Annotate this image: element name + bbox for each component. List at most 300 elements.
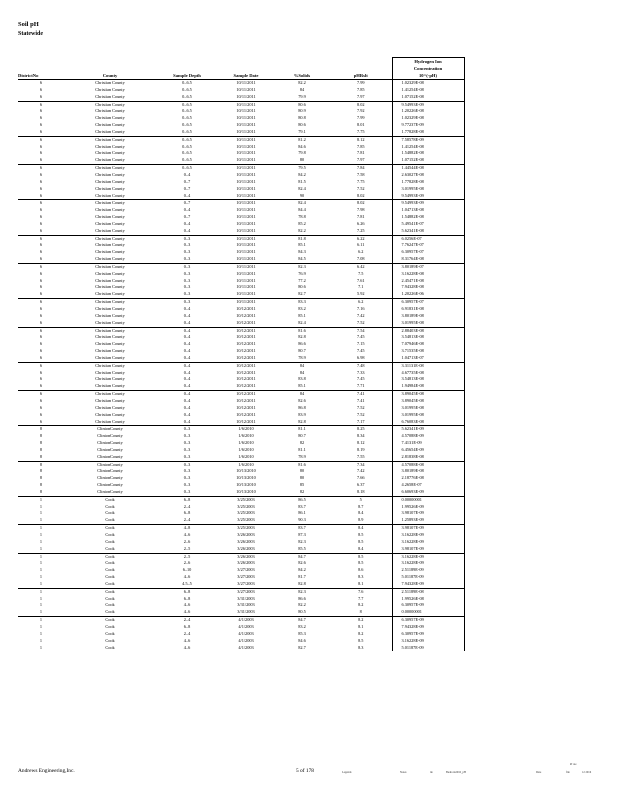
concentration-cell: 1.04713E-07 — [392, 355, 464, 362]
county-cell: Christian County — [95, 128, 125, 134]
sample-depth-cell: 2–6 — [183, 560, 191, 566]
ph-result-cell: 7.66 — [356, 475, 365, 481]
concentration-cell: 3.16228E-09 — [392, 553, 464, 560]
concentration-cell: 2.88403E-08 — [392, 327, 464, 334]
concentration-cell: 3.89045E-08 — [392, 391, 464, 398]
percent-solids-cell: 81.8 — [274, 235, 330, 242]
district-no-cell: 1 — [18, 588, 64, 595]
table-row — [18, 596, 464, 603]
district-no-cell: 6 — [39, 80, 43, 85]
ph-result-cell: 8.12 — [356, 440, 365, 446]
concentration-cell: 6.30957E-07 — [392, 299, 464, 306]
table-row — [18, 172, 464, 179]
district-no-cell: 8 — [39, 446, 43, 452]
sample-date-cell: 3/27/2003 — [237, 567, 255, 573]
percent-solids-cell: 80 — [299, 157, 305, 163]
sample-depth-cell: 0–3 — [183, 475, 191, 481]
county-cell: Cook — [105, 510, 115, 516]
concentration-cell: 9.54993E-09 — [392, 200, 464, 207]
county-cell: ClintonCounty — [97, 453, 123, 459]
sample-depth-cell: 0–3 — [156, 461, 218, 468]
report-subtitle: Statewide — [18, 31, 43, 37]
sample-depth-cell: 0–4 — [156, 391, 218, 398]
ph-result-cell: 6.2 — [330, 299, 392, 306]
county-cell: Christian County — [95, 108, 125, 114]
table-row — [18, 249, 464, 256]
ph-result-cell: 7.61 — [356, 277, 365, 283]
ph-result-cell: 7.41 — [356, 397, 365, 403]
ph-result-cell: 5 — [330, 496, 392, 503]
ph-result-cell: 7.52 — [356, 319, 365, 325]
sample-depth-cell: 0–4 — [183, 312, 191, 318]
table-row — [18, 588, 464, 595]
concentration-cell: 7.07946E-08 — [392, 341, 464, 348]
concentration-cell: 1.02329E-08 — [392, 115, 464, 122]
county-cell: Christian County — [95, 383, 125, 389]
table-row — [18, 179, 464, 186]
sample-date-cell: 10/11/2011 — [218, 299, 274, 306]
district-no-cell: 1 — [18, 525, 64, 532]
percent-solids-cell: 82.4 — [298, 185, 306, 191]
table-row — [18, 426, 464, 433]
sample-depth-cell: 2–4 — [183, 517, 191, 523]
concentration-cell: 6.30957E-09 — [392, 617, 464, 624]
sample-date-cell: 4/1/2003 — [238, 637, 254, 643]
district-no-cell: 6 — [39, 418, 43, 424]
table-row — [18, 299, 464, 306]
header-conc-line-3: 10^(-pH) — [419, 73, 437, 78]
district-no-cell: 8 — [18, 426, 64, 433]
ph-result-cell: 8.2 — [358, 630, 364, 636]
sample-date-cell: 10/12/2011 — [236, 404, 256, 410]
sample-date-cell: 3/26/2003 — [237, 545, 255, 551]
ph-result-cell: 7.52 — [356, 404, 365, 410]
percent-solids-cell: 84.7 — [274, 553, 330, 560]
percent-solids-cell: 90.3 — [298, 517, 306, 523]
percent-solids-cell: 85.5 — [298, 545, 306, 551]
percent-solids-cell: 87.3 — [298, 532, 306, 537]
ph-result-cell: 7.58 — [356, 171, 365, 177]
district-no-cell: 1 — [39, 545, 43, 551]
district-no-cell: 8 — [39, 475, 43, 481]
sample-date-cell: 10/11/2011 — [236, 171, 256, 177]
county-cell: Cook — [105, 637, 115, 643]
table-header-row — [18, 58, 464, 80]
concentration-cell: 3.54813E-08 — [392, 376, 464, 383]
percent-solids-cell: 82.2 — [298, 602, 306, 608]
district-no-cell: 1 — [18, 496, 64, 503]
district-no-cell: 6 — [39, 143, 43, 149]
percent-solids-cell: 86.5 — [274, 496, 330, 503]
sample-depth-cell: 0–4 — [156, 362, 218, 369]
concentration-cell: 3.80189E-08 — [392, 313, 464, 320]
sample-depth-cell: 0–3 — [183, 468, 191, 474]
sample-depth-cell: 0–6.5 — [182, 128, 192, 134]
district-no-cell: 6 — [39, 86, 43, 92]
sample-date-cell: 10/11/2011 — [218, 165, 274, 172]
sample-date-cell: 10/12/2011 — [236, 369, 256, 375]
ph-result-cell: 8.5 — [358, 538, 364, 544]
ph-result-cell: 6.11 — [357, 242, 365, 248]
concentration-cell: 7.76247E-07 — [392, 242, 464, 249]
sample-depth-cell: 2–5 — [183, 545, 191, 551]
county-cell: Cook — [105, 567, 115, 573]
sample-date-cell: 10/13/2010 — [236, 488, 256, 494]
percent-solids-cell: 82.3 — [298, 538, 306, 544]
county-cell: Cook — [105, 574, 115, 580]
sample-date-cell: 10/12/2011 — [236, 411, 256, 417]
district-no-cell: 1 — [39, 538, 43, 544]
county-cell: Christian County — [95, 86, 125, 92]
ph-result-cell: 7.92 — [356, 108, 365, 114]
header-percent-solids: %Solids — [274, 58, 330, 80]
percent-solids-cell: 82.7 — [298, 291, 306, 297]
concentration-cell: 1.44544E-08 — [392, 165, 464, 172]
sample-date-cell: 10/11/2011 — [236, 128, 256, 134]
sample-depth-cell: 0–3 — [183, 277, 191, 283]
concentration-cell: 1.99526E-09 — [392, 504, 464, 511]
county-cell: Christian County — [64, 136, 156, 143]
report-title: Soil pH — [18, 21, 39, 28]
sample-depth-cell: 0–3 — [183, 433, 191, 439]
table-row — [18, 214, 464, 221]
district-no-cell: 1 — [18, 617, 64, 624]
table-row — [18, 539, 464, 546]
soil-ph-table — [18, 57, 465, 651]
footer-legends: Legends — [342, 771, 352, 774]
county-cell: Christian County — [95, 171, 125, 177]
concentration-cell: 2.51189E-08 — [392, 588, 464, 595]
county-cell: Christian County — [95, 192, 125, 198]
sample-date-cell: 10/11/2011 — [236, 249, 256, 255]
district-no-cell: 6 — [39, 291, 43, 297]
district-no-cell: 6 — [39, 157, 43, 163]
county-cell: Cook — [105, 532, 115, 537]
percent-solids-cell: 85.1 — [298, 242, 306, 248]
ph-result-cell: 7.16 — [356, 306, 365, 311]
county-cell: Christian County — [95, 178, 125, 184]
county-cell: Christian County — [95, 334, 125, 340]
sample-date-cell: 10/12/2011 — [236, 306, 256, 311]
ph-result-cell: 8.3 — [358, 574, 364, 580]
ph-result-cell: 6.26 — [356, 220, 365, 226]
county-cell: Christian County — [95, 122, 125, 128]
sample-date-cell: 3/27/2003 — [218, 588, 274, 595]
sample-date-cell: 10/12/2011 — [236, 348, 256, 354]
sample-date-cell: 10/12/2011 — [236, 319, 256, 325]
concentration-cell: 5.62341E-08 — [392, 228, 464, 235]
ph-result-cell: 8.5 — [358, 532, 364, 537]
district-no-cell: 6 — [39, 383, 43, 389]
header-district-no: DistrictNo — [18, 58, 64, 80]
district-no-cell: 6 — [39, 319, 43, 325]
concentration-cell: 4.57088E-08 — [392, 461, 464, 468]
concentration-cell: 3.01995E-08 — [392, 405, 464, 412]
table-row — [18, 186, 464, 193]
district-no-cell: 6 — [39, 108, 43, 114]
table-row — [18, 80, 464, 87]
percent-solids-cell: 85 — [299, 482, 305, 488]
sample-date-cell: 10/11/2011 — [236, 242, 256, 248]
table-row — [18, 122, 464, 129]
ph-result-cell: 7.45 — [356, 348, 365, 354]
ph-result-cell: 7.54 — [330, 327, 392, 334]
concentration-cell: 3.16228E-09 — [392, 539, 464, 546]
ph-result-cell: 8.18 — [356, 488, 365, 494]
sample-depth-cell: 0–3 — [183, 453, 191, 459]
county-cell: Christian County — [95, 277, 125, 283]
district-no-cell: 6 — [39, 122, 43, 128]
concentration-cell: 8.31764E-08 — [392, 256, 464, 263]
county-cell: Cook — [105, 602, 115, 608]
table-row — [18, 348, 464, 355]
concentration-cell: 6.45654E-09 — [392, 447, 464, 454]
percent-solids-cell: 82.2 — [298, 80, 306, 85]
percent-solids-cell: 86.6 — [298, 341, 306, 347]
concentration-cell: 1.41254E-08 — [392, 87, 464, 94]
table-row — [18, 165, 464, 172]
footer-notes: Notes — [400, 771, 407, 774]
percent-solids-cell: 80.7 — [298, 348, 306, 354]
header-county: County — [64, 58, 156, 80]
ph-result-cell: 7.48 — [330, 362, 392, 369]
percent-solids-cell: 86.1 — [298, 510, 306, 516]
percent-solids-cell: 80.7 — [298, 433, 306, 439]
concentration-cell: 5.49541E-07 — [392, 221, 464, 228]
county-cell: Cook — [105, 609, 115, 615]
sample-depth-cell: 0–3 — [183, 291, 191, 297]
county-cell: Christian County — [95, 418, 125, 424]
district-no-cell: 6 — [39, 256, 43, 262]
ph-result-cell: 7.81 — [356, 214, 365, 220]
concentration-cell: 1.54882E-08 — [392, 150, 464, 157]
county-cell: Christian County — [95, 115, 125, 121]
sample-date-cell: 10/11/2011 — [236, 115, 256, 121]
sample-depth-cell: 0–3 — [183, 249, 191, 255]
percent-solids-cell: 77.2 — [298, 277, 306, 283]
table-row — [18, 461, 464, 468]
percent-solids-cell: 80.8 — [298, 115, 306, 121]
county-cell: Christian County — [95, 249, 125, 255]
district-no-cell: 1 — [39, 595, 43, 601]
percent-solids-cell: 82.6 — [298, 560, 306, 566]
county-cell: Christian County — [95, 150, 125, 156]
sample-date-cell: 10/12/2011 — [236, 418, 256, 424]
table-row — [18, 475, 464, 482]
ph-result-cell: 7.97 — [356, 93, 365, 99]
county-cell: Christian County — [95, 256, 125, 262]
percent-solids-cell: 78.8 — [298, 214, 306, 220]
sample-date-cell: 3/25/2003 — [218, 496, 274, 503]
sample-date-cell: 10/11/2011 — [236, 256, 256, 262]
sample-date-cell: 3/25/2003 — [237, 517, 255, 523]
sample-depth-cell: 2–4 — [183, 503, 191, 509]
percent-solids-cell: 78.9 — [298, 354, 306, 360]
county-cell: Cook — [105, 538, 115, 544]
sample-date-cell: 10/11/2011 — [218, 235, 274, 242]
county-cell: Christian County — [95, 369, 125, 375]
county-cell: Cook — [64, 525, 156, 532]
percent-solids-cell: 82 — [299, 488, 305, 494]
ph-result-cell: 8.6 — [358, 567, 364, 573]
percent-solids-cell: 82.6 — [298, 397, 306, 403]
district-no-cell: 1 — [39, 637, 43, 643]
sample-date-cell: 10/12/2011 — [236, 383, 256, 389]
ph-result-cell: 7.42 — [356, 312, 365, 318]
table-row — [18, 101, 464, 108]
ph-result-cell: 7.85 — [356, 86, 365, 92]
sample-depth-cell: 4–6 — [183, 644, 191, 650]
county-cell: Cook — [105, 595, 115, 601]
concentration-cell: 3.71535E-08 — [392, 348, 464, 355]
concentration-cell: 6.60693E-09 — [392, 489, 464, 496]
percent-solids-cell: 76.9 — [298, 270, 306, 276]
sample-depth-cell: 0–6.5 — [156, 101, 218, 108]
county-cell: Christian County — [64, 263, 156, 270]
concentration-cell: 7.94328E-09 — [392, 624, 464, 631]
district-no-cell: 1 — [39, 510, 43, 516]
district-no-cell: 6 — [39, 354, 43, 360]
county-cell: ClintonCounty — [97, 440, 123, 446]
concentration-cell: 6.76083E-08 — [392, 419, 464, 426]
district-no-cell: 6 — [39, 115, 43, 121]
county-cell: Christian County — [95, 242, 125, 248]
district-no-cell: 1 — [39, 630, 43, 636]
table-row — [18, 631, 464, 638]
table-row — [18, 278, 464, 285]
concentration-cell: 3.01995E-08 — [392, 412, 464, 419]
district-no-cell: 6 — [39, 93, 43, 99]
ph-result-cell: 6.98 — [356, 354, 365, 360]
sample-depth-cell: 0–4 — [183, 227, 191, 233]
district-no-cell: 1 — [39, 517, 43, 523]
concentration-cell: 1.25893E-09 — [392, 517, 464, 524]
table-row — [18, 263, 464, 270]
sample-date-cell: 1/6/2010 — [238, 453, 254, 459]
percent-solids-cell: 80.5 — [298, 609, 306, 615]
district-no-cell: 6 — [39, 150, 43, 156]
concentration-cell: 4.57088E-09 — [392, 433, 464, 440]
concentration-cell: 6.30957E-07 — [392, 249, 464, 256]
ph-result-cell: 6.42 — [330, 263, 392, 270]
sample-depth-cell: 0–4 — [156, 327, 218, 334]
ph-result-cell: 6.22 — [330, 235, 392, 242]
sample-depth-cell: 0–6.5 — [182, 93, 192, 99]
table-row — [18, 546, 464, 553]
ph-result-cell: 7.33 — [356, 369, 365, 375]
sample-depth-cell: 0–6.5 — [182, 143, 192, 149]
county-cell: Christian County — [64, 299, 156, 306]
concentration-cell: 3.80189E-07 — [392, 263, 464, 270]
percent-solids-cell: 85.1 — [298, 383, 306, 389]
concentration-cell: 3.89045E-08 — [392, 398, 464, 405]
county-cell: Christian County — [95, 227, 125, 233]
sample-depth-cell: 0–4 — [183, 171, 191, 177]
ph-result-cell: 8.25 — [330, 426, 392, 433]
table-row — [18, 129, 464, 136]
ph-result-cell: 7.99 — [356, 115, 365, 121]
sample-depth-cell: 0–6.5 — [182, 150, 192, 156]
ph-result-cell: 7.52 — [356, 411, 365, 417]
footer-print-date: Pr ate — [570, 763, 577, 766]
sample-date-cell: 10/11/2011 — [236, 157, 256, 163]
ph-result-cell: 7.45 — [356, 376, 365, 382]
sample-depth-cell: 0–7 — [183, 214, 191, 220]
table-row — [18, 94, 464, 101]
concentration-cell: 1.20226E-06 — [392, 291, 464, 298]
district-no-cell: 6 — [18, 362, 64, 369]
sample-depth-cell: 0–4 — [183, 220, 191, 226]
table-row — [18, 574, 464, 581]
concentration-cell: 3.16228E-09 — [392, 532, 464, 539]
ph-result-cell: 7.81 — [356, 150, 365, 156]
table-row — [18, 609, 464, 616]
sample-date-cell: 10/11/2011 — [218, 136, 274, 143]
percent-solids-cell: 79.1 — [298, 128, 306, 134]
ph-result-cell: 7.08 — [356, 256, 365, 262]
percent-solids-cell: 82.4 — [298, 319, 306, 325]
county-cell: Christian County — [95, 143, 125, 149]
concentration-cell: 3.01995E-08 — [392, 320, 464, 327]
district-no-cell: 1 — [39, 560, 43, 566]
sample-depth-cell: 0–6.5 — [156, 136, 218, 143]
concentration-cell: 4.67735E-08 — [392, 370, 464, 377]
sample-date-cell: 10/11/2011 — [236, 150, 256, 156]
ph-result-cell: 7.5 — [358, 270, 364, 276]
sample-depth-cell: 6–8 — [156, 588, 218, 595]
sample-date-cell: 3/31/2003 — [237, 595, 255, 601]
sample-date-cell: 3/25/2003 — [237, 510, 255, 516]
header-conc-line-2: Concentration — [413, 66, 443, 71]
county-cell: Christian County — [95, 404, 125, 410]
sample-depth-cell: 0–3 — [183, 284, 191, 290]
sample-depth-cell: 4–6 — [183, 637, 191, 643]
table-row — [18, 553, 464, 560]
concentration-cell: 7.4131E-09 — [392, 440, 464, 447]
district-no-cell: 6 — [39, 214, 43, 220]
ph-result-cell: 8.02 — [330, 101, 392, 108]
sample-date-cell: 10/12/2011 — [236, 312, 256, 318]
footer-date-label: Date — [536, 771, 542, 774]
county-cell: Cook — [105, 503, 115, 509]
concentration-cell: 3.98107E-09 — [392, 525, 464, 532]
ph-result-cell: 8.34 — [356, 433, 365, 439]
district-no-cell: 8 — [39, 433, 43, 439]
concentration-cell: 5.01187E-09 — [392, 574, 464, 581]
percent-solids-cell: 82.8 — [298, 334, 306, 340]
sample-date-cell: 10/11/2011 — [236, 227, 256, 233]
table-row — [18, 193, 464, 200]
district-no-cell: 6 — [18, 263, 64, 270]
county-cell: Cook — [105, 560, 115, 566]
sample-depth-cell: 0–3 — [183, 242, 191, 248]
ph-result-cell: 6.2 — [358, 249, 364, 255]
district-no-cell: 6 — [18, 391, 64, 398]
concentration-cell: 3.98107E-09 — [392, 546, 464, 553]
district-no-cell: 6 — [18, 299, 64, 306]
concentration-cell: 0.00000001 — [392, 609, 464, 616]
table-row — [18, 525, 464, 532]
sample-depth-cell: 0–3 — [156, 299, 218, 306]
footer-file-label-2: file — [566, 771, 570, 774]
ph-result-cell: 7.7 — [358, 595, 364, 601]
table-row — [18, 115, 464, 122]
sample-depth-cell: 6–8 — [183, 623, 191, 629]
ph-result-cell: 7.15 — [356, 341, 365, 347]
sample-depth-cell: 0–4 — [183, 306, 191, 311]
ph-result-cell: 8.4 — [330, 525, 392, 532]
ph-result-cell: 6.37 — [356, 482, 365, 488]
